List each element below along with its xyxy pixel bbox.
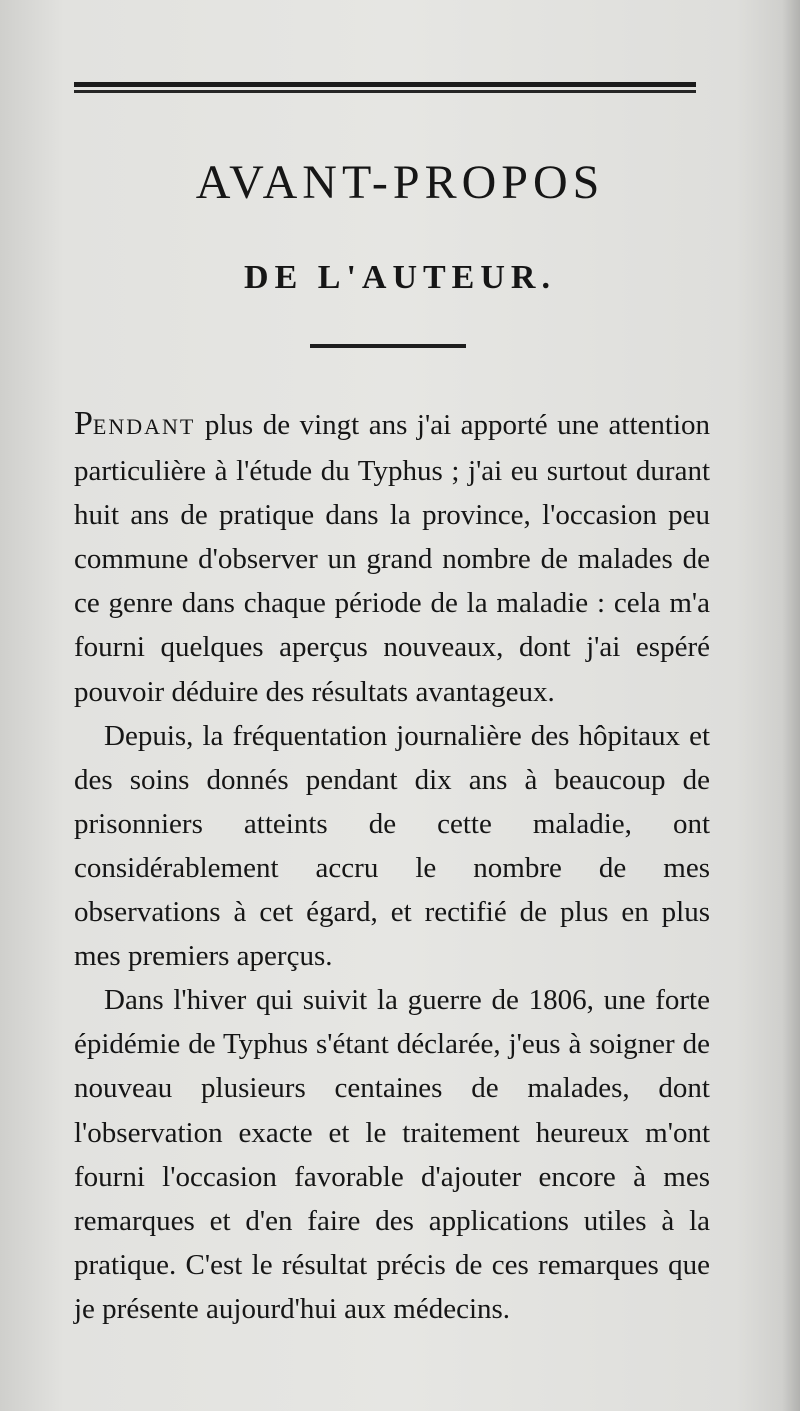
page-subtitle: DE L'AUTEUR.	[244, 259, 556, 296]
top-double-rule	[74, 82, 696, 96]
paragraph-3: Dans l'hiver qui suivit la guerre de 1806, une forte épidémie de Typhus s'étant déclarée, j'eus à soigner de nouveau plusieurs centaines de malades, dont l'observation exacte et le traitement heureux m'ont fourni l'occasion favorable d'ajouter encore à mes remarques et d'en faire des applications utiles à la pratique. C'est le résultat précis de ces remarques que je présente aujourd'hui aux médecins.	[74, 984, 710, 1325]
drop-cap: P	[74, 405, 93, 442]
paragraph-2: Depuis, la fréquentation journalière des hôpitaux et des soins donnés pendant dix ans à beaucoup de prisonniers atteints de cette maladie, ont considérablement accru le nombre de mes observations à cet égard, et rectifié de plus en plus mes premiers aperçus.	[74, 719, 710, 973]
paragraph-1	[74, 402, 710, 714]
page-title: AVANT-PROPOS	[195, 156, 605, 209]
page-edge-shadow	[782, 0, 800, 1411]
small-caps-word: ENDANT	[92, 414, 196, 439]
body-text	[74, 402, 710, 1331]
title-divider	[310, 344, 466, 348]
paragraph-1-text: plus de vingt ans j'ai apporté une attention particulière à l'étude du Typhus ; j'ai eu surtout durant huit ans de pratique dans la province, l'occasion peu commune d'observer un grand nombre de malades de ce genre dans chaque période de la maladie : cela m'a fourni quelques aperçus nouveaux, dont j'ai espéré pouvoir déduire des résultats avantageux.	[74, 409, 710, 708]
